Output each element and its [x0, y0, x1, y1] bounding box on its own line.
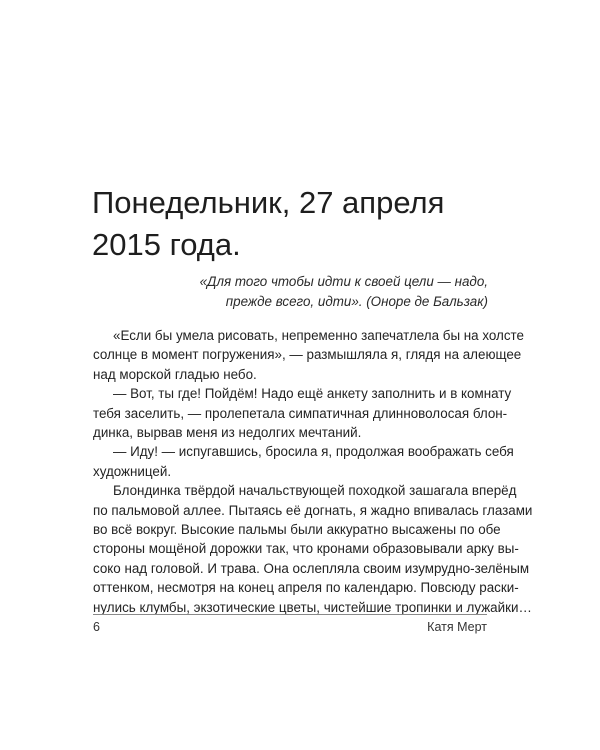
epigraph-line-1: «Для того чтобы идти к своей цели — надо,	[199, 274, 488, 289]
body-line: во всё вокруг. Высокие пальмы были аккуратно высажены по обе	[93, 522, 501, 538]
epigraph	[180, 272, 488, 312]
body-line: стороны мощёной дорожки так, что кронами образовывали арку вы-	[93, 541, 519, 557]
body-line: оттенком, несмотря на конец апреля по календарю. Повсюду раски-	[93, 580, 519, 596]
epigraph-line-2: прежде всего, идти». (Оноре де Бальзак)	[225, 294, 488, 309]
body-line: соко над головой. И трава. Она ослепляла своим изумрудно-зелёным	[93, 560, 530, 576]
body-line: над морской гладью небо.	[93, 366, 257, 382]
page-number: 6	[93, 620, 100, 634]
body-line: солнце в момент погружения», — размышляла я, глядя на алеющее	[93, 347, 522, 363]
body-line: «Если бы умела рисовать, непременно запечатлела бы на холсте	[113, 328, 524, 343]
body-line: — Иду! — испугавшись, бросила я, продолжая воображать себя	[113, 444, 514, 460]
chapter-title-line-2: 2015 года.	[92, 227, 241, 262]
footer-divider	[93, 614, 487, 615]
body-line: тебя заселить, — пролепетала симпатичная длинноволосая блон-	[93, 405, 508, 421]
body-line: — Вот, ты где! Пойдём! Надо ещё анкету заполнить и в комнату	[113, 386, 512, 402]
chapter-title	[92, 182, 512, 266]
running-footer-author: Катя Мерт	[427, 620, 487, 634]
chapter-title-line-1: Понедельник, 27 апреля	[92, 185, 445, 220]
body-line: по пальмовой аллее. Пытаясь её догнать, я жадно впивалась глазами	[93, 502, 533, 518]
body-line: нулись клумбы, экзотические цветы, чистейшие тропинки и лужайки…	[93, 599, 532, 615]
body-line: художницей.	[93, 463, 172, 479]
body-line: Блондинка твёрдой начальствующей походкой зашагала вперёд	[113, 483, 517, 499]
body-text	[93, 326, 533, 617]
body-line: динка, вырвав меня из недолгих мечтаний.	[93, 425, 362, 441]
